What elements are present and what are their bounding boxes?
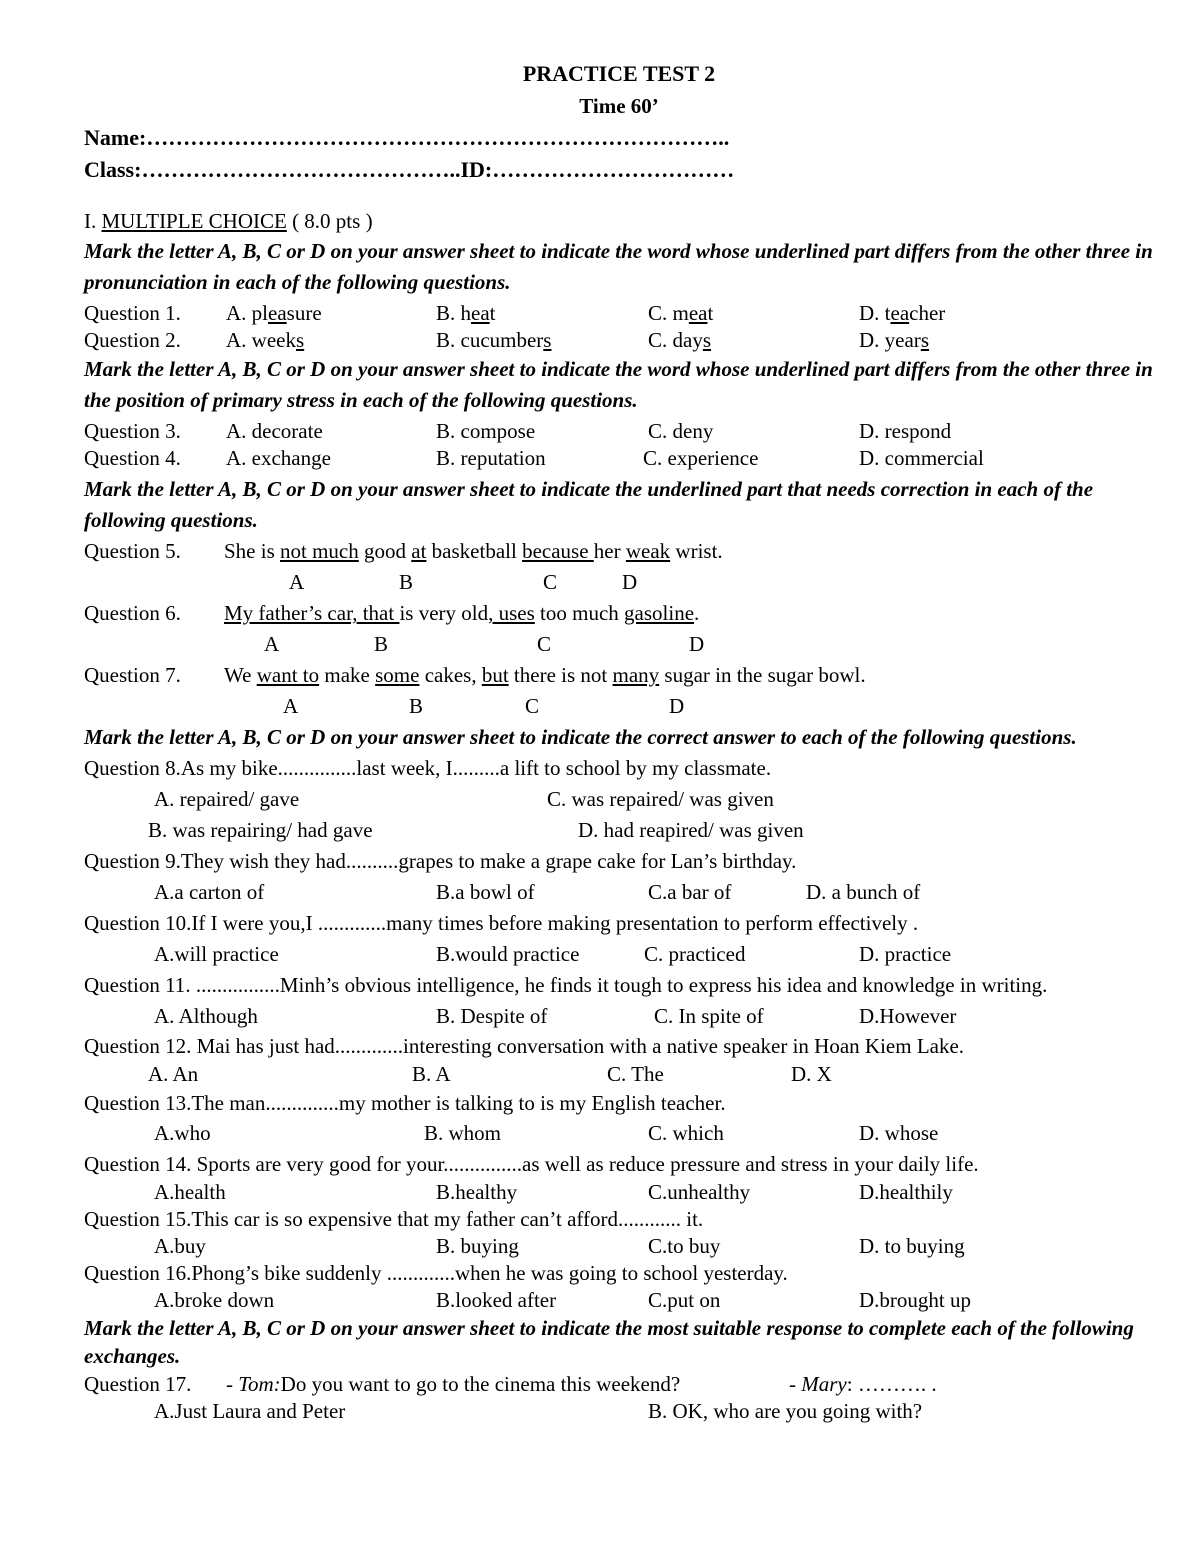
option-b: B. buying	[436, 1234, 519, 1258]
question-1	[84, 300, 1154, 327]
option-b: B. compose	[436, 419, 536, 443]
question-label: Question 5.	[84, 539, 181, 563]
question-4	[84, 445, 1154, 472]
option-b: B.looked after	[436, 1288, 557, 1312]
question-10: Question 10.If I were you,I .............many times before making presentation to perform effectively .	[84, 911, 919, 935]
options-row	[84, 815, 1154, 846]
option-d: D. commercial	[859, 446, 984, 470]
question-text: We want to make some cakes, but there is not many sugar in the sugar bowl.	[224, 663, 866, 687]
option-b: B. OK, who are you going with?	[648, 1399, 923, 1423]
options-row	[84, 1233, 1154, 1260]
option-c: C. practiced	[644, 942, 746, 966]
question-15: Question 15.This car is so expensive that my father can’t afford............ it.	[84, 1207, 704, 1231]
option-b: B. reputation	[436, 446, 546, 470]
option-c: C. In spite of	[654, 1004, 764, 1028]
options-row	[84, 1001, 1154, 1032]
question-label: Question 3.	[84, 419, 181, 443]
option-a: A.broke down	[154, 1288, 275, 1312]
option-d: D. whose	[859, 1121, 939, 1145]
letter-b: B	[399, 570, 414, 594]
option-c: C. which	[648, 1121, 724, 1145]
instruction-pronunciation: Mark the letter A, B, C or D on your answer sheet to indicate the word whose underlined part differs from the other three in pronunciation in each of the following questions.	[84, 239, 1153, 294]
option-a: A.buy	[154, 1234, 206, 1258]
letter-a: A	[283, 694, 299, 718]
letter-d: D	[622, 570, 638, 594]
options-row	[84, 877, 1154, 908]
question-6	[84, 598, 1154, 629]
option-d: D.healthily	[859, 1180, 953, 1204]
option-c: C. was repaired/ was given	[547, 787, 774, 811]
option-d: D. X	[791, 1062, 832, 1086]
option-a: A. exchange	[226, 446, 331, 470]
question-13: Question 13.The man..............my mother is talking to is my English teacher.	[84, 1091, 726, 1115]
question-text: My father’s car, that is very old, uses too much gasoline.	[224, 601, 700, 625]
answer-letters	[84, 567, 1154, 598]
letter-d: D	[689, 632, 705, 656]
question-text: - Tom:Do you want to go to the cinema this weekend?	[226, 1372, 681, 1396]
option-d: D. to buying	[859, 1234, 965, 1258]
option-b: B.healthy	[436, 1180, 518, 1204]
option-c: C.a bar of	[648, 880, 732, 904]
option-a: A.Just Laura and Peter	[154, 1399, 346, 1423]
option-a: A. pleasure	[226, 301, 322, 325]
option-a: A.will practice	[154, 942, 279, 966]
option-b: B. heat	[436, 301, 496, 325]
option-d: D. respond	[859, 419, 952, 443]
letter-c: C	[543, 570, 558, 594]
section-heading	[84, 206, 1154, 236]
time-limit: Time 60’	[579, 94, 659, 118]
option-d: D. teacher	[859, 301, 946, 325]
options-row	[84, 1287, 1154, 1314]
instruction-stress: Mark the letter A, B, C or D on your answer sheet to indicate the word whose underlined part differs from the other three in the position of primary stress in each of the following questions.	[84, 357, 1153, 412]
page-title: PRACTICE TEST 2	[522, 61, 716, 86]
question-label: Question 6.	[84, 601, 181, 625]
options-row	[84, 1118, 1154, 1149]
option-b: B.a bowl of	[436, 880, 535, 904]
option-b: B. cucumbers	[436, 328, 552, 352]
option-c: C. The	[607, 1062, 664, 1086]
letter-c: C	[537, 632, 552, 656]
letter-b: B	[409, 694, 424, 718]
question-label: Question 17.	[84, 1372, 192, 1396]
question-7	[84, 660, 1154, 691]
letter-d: D	[669, 694, 685, 718]
option-a: A. weeks	[226, 328, 305, 352]
question-label: Question 1.	[84, 301, 181, 325]
question-3	[84, 418, 1154, 445]
option-b: B. A	[412, 1062, 451, 1086]
options-row	[84, 1179, 1154, 1206]
option-d: D.However	[859, 1004, 957, 1028]
answer-letters	[84, 629, 1154, 660]
question-8: Question 8.As my bike...............last week, I.........a lift to school by my classmate.	[84, 756, 772, 780]
question-text: She is not much good at basketball because her weak wrist.	[224, 539, 723, 563]
question-label: Question 2.	[84, 328, 181, 352]
instruction-response: Mark the letter A, B, C or D on your answer sheet to indicate the most suitable response to complete each of the following exchanges.	[84, 1316, 1134, 1368]
options-row	[84, 1061, 1154, 1088]
option-c: C.put on	[648, 1288, 721, 1312]
option-c: C. experience	[643, 446, 759, 470]
option-d: D. a bunch of	[806, 880, 921, 904]
option-c: C.to buy	[648, 1234, 721, 1258]
option-a: A. repaired/ gave	[154, 787, 300, 811]
option-c: C. deny	[648, 419, 714, 443]
question-12: Question 12. Mai has just had.............interesting conversation with a native speaker in Hoan Kiem Lake.	[84, 1034, 965, 1058]
letter-c: C	[525, 694, 540, 718]
option-a: A. decorate	[226, 419, 323, 443]
letter-a: A	[264, 632, 280, 656]
question-label: Question 4.	[84, 446, 181, 470]
question-16: Question 16.Phong’s bike suddenly .............when he was going to school yesterday.	[84, 1261, 788, 1285]
option-c: C.unhealthy	[648, 1180, 751, 1204]
option-a: A. An	[148, 1062, 199, 1086]
letter-b: B	[374, 632, 389, 656]
test-page	[84, 58, 1154, 1425]
options-row	[84, 939, 1154, 970]
option-d: D. years	[859, 328, 929, 352]
question-label: Question 7.	[84, 663, 181, 687]
option-a: A.health	[154, 1180, 226, 1204]
answer-letters	[84, 691, 1154, 722]
options-row	[84, 784, 1154, 815]
letter-a: A	[289, 570, 305, 594]
option-d: D.brought up	[859, 1288, 971, 1312]
instruction-correction: Mark the letter A, B, C or D on your answer sheet to indicate the underlined part that needs correction in each of the following questions.	[84, 477, 1094, 532]
section-points: ( 8.0 pts )	[286, 209, 373, 233]
option-b: B.would practice	[436, 942, 580, 966]
question-17	[84, 1370, 1154, 1398]
section-number: I.	[84, 209, 102, 233]
question-9: Question 9.They wish they had..........grapes to make a grape cake for Lan’s birthday.	[84, 849, 797, 873]
option-b: B. Despite of	[436, 1004, 548, 1028]
question-5	[84, 536, 1154, 567]
instruction-correct-answer: Mark the letter A, B, C or D on your answer sheet to indicate the correct answer to each of the following questions.	[84, 725, 1077, 749]
class-id-field: Class:……………………………………..ID:……………………………	[84, 157, 735, 182]
option-b: B. was repairing/ had gave	[148, 818, 373, 842]
option-d: D. had reapired/ was given	[578, 818, 804, 842]
option-a: A.a carton of	[154, 880, 265, 904]
question-11: Question 11. ................Minh’s obvious intelligence, he finds it tough to express his idea and knowledge in writing.	[84, 973, 1048, 997]
option-a: A.who	[154, 1121, 211, 1145]
question-14: Question 14. Sports are very good for your...............as well as reduce pressure and stress in your daily life.	[84, 1152, 979, 1176]
option-c: C. days	[648, 328, 712, 352]
option-c: C. meat	[648, 301, 714, 325]
question-2	[84, 327, 1154, 354]
option-a: A. Although	[154, 1004, 258, 1028]
name-field: Name:……………………………………………………………………..	[84, 125, 730, 150]
response-blank: - Mary: ………. .	[789, 1372, 937, 1396]
section-name: MULTIPLE CHOICE	[101, 209, 287, 233]
options-row	[84, 1398, 1154, 1425]
option-d: D. practice	[859, 942, 952, 966]
option-b: B. whom	[424, 1121, 502, 1145]
